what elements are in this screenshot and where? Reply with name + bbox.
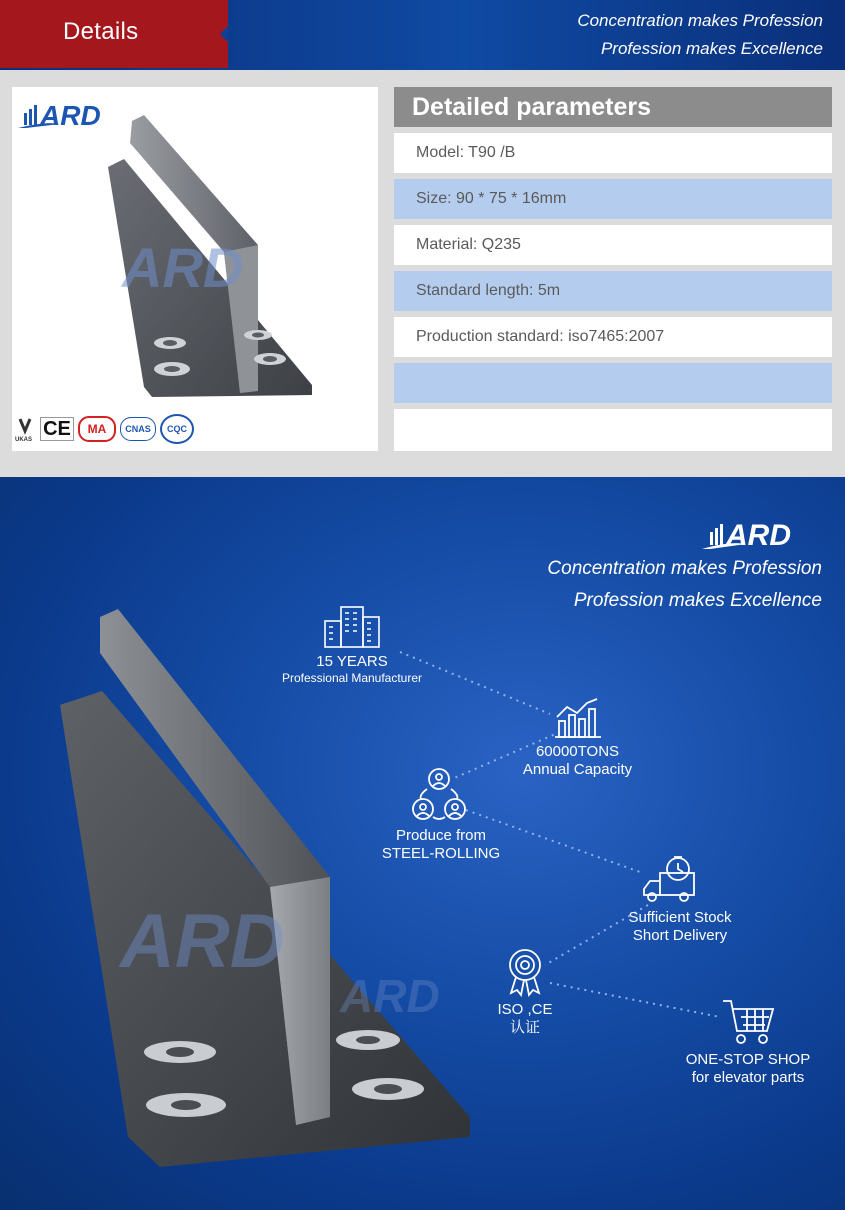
feature-one-stop-shop [668,997,828,1087]
banner-slogan-line2: Profession makes Excellence [573,590,822,611]
feature-title: Produce from [395,827,487,844]
building-icon [323,605,381,649]
feature-subtitle: Professional Manufacturer [281,671,423,685]
brand-logo-text: ARD [40,100,101,131]
header-slogan-line2: Profession makes Excellence [600,39,823,58]
svg-text:UKAS: UKAS [15,437,33,443]
param-material: Material: Q235 [394,225,832,265]
feature-title: ISO ,CE [497,1001,553,1018]
header-title: Details [63,18,139,45]
header-slogan-line1: Concentration makes Profession [577,11,823,30]
feature-production [366,767,516,863]
details-tab[interactable] [0,0,228,68]
feature-experience [272,605,432,685]
tab-notch [220,26,228,42]
banner-watermark-text: ARD [120,899,285,984]
feature-subtitle: STEEL-ROLLING [381,845,501,862]
feature-capacity [505,697,650,779]
award-badge-icon [503,947,547,997]
param-length: Standard length: 5m [394,271,832,311]
delivery-truck-icon [642,855,698,905]
param-empty-row [394,363,832,403]
feature-subtitle: for elevator parts [691,1069,805,1086]
product-card [12,87,378,451]
banner-watermark-text-small: ARD [340,970,440,1022]
param-model: Model: T90 /B [394,133,832,173]
feature-subtitle: 认证 [509,1019,540,1036]
feature-subtitle: Annual Capacity [522,761,633,778]
feature-title: Sufficient Stock [628,909,732,926]
shopping-cart-icon [721,997,775,1047]
cnas-logo: CNAS [120,417,156,441]
certification-logos [14,414,194,444]
feature-certification [470,947,580,1037]
banner-slogan-line1: Concentration makes Profession [547,558,822,579]
feature-delivery [600,855,760,945]
feature-title: ONE-STOP SHOP [685,1051,811,1068]
banner-logo-text: ARD [726,519,791,552]
company-banner [0,477,845,1210]
parameters-title: Detailed parameters [394,87,832,127]
param-empty-row [394,409,832,451]
parameters-table [394,87,832,451]
param-size: Size: 90 * 75 * 16mm [394,179,832,219]
cqc-logo: CQC [160,414,194,444]
feature-subtitle: Short Delivery [632,927,728,944]
team-icon [411,767,467,823]
ma-logo: MA [78,416,116,442]
ce-logo: CE [40,417,74,441]
feature-title: 60000TONS [535,743,620,760]
header-bar [0,0,845,70]
param-standard: Production standard: iso7465:2007 [394,317,832,357]
watermark-logo-text: ARD [122,236,244,299]
product-image [12,87,378,407]
feature-title: 15 YEARS [316,653,388,670]
ukas-logo [14,418,36,443]
details-section [0,70,845,477]
bar-chart-icon [553,697,603,739]
